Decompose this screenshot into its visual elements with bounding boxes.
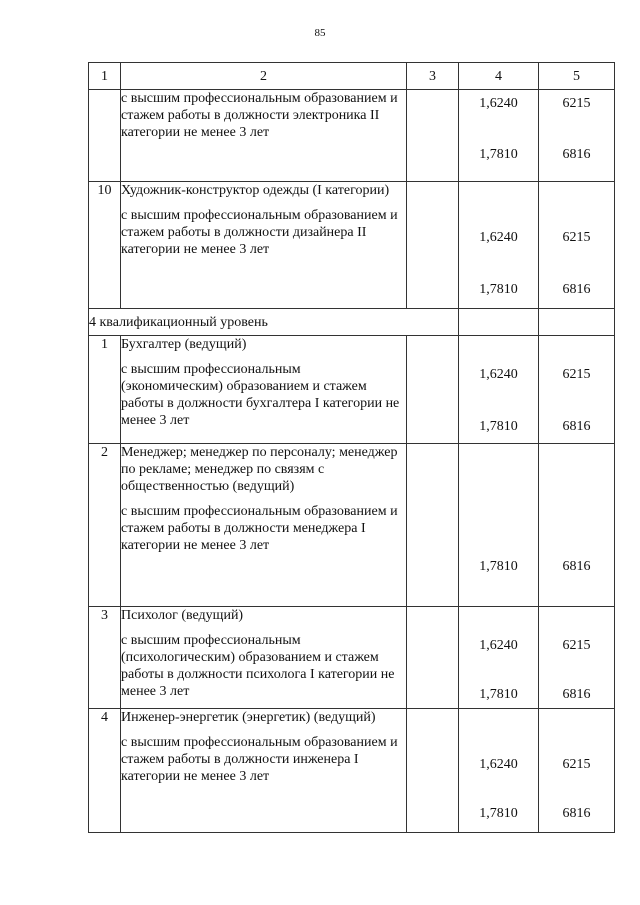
coefficient-top: 1,6240	[479, 757, 518, 772]
row-title: Менеджер; менеджер по персоналу; менеджер по рекламе; менеджер по связям с общественностью (ведущий)	[121, 445, 398, 494]
row-condition: с высшим профессиональным (психологическим) образованием и стажем работы в должности психолога I категории не менее 3 лет	[121, 633, 395, 699]
coefficient-cell	[459, 607, 539, 709]
salary-top: 6215	[562, 96, 591, 111]
coefficient-top: 1,6240	[479, 230, 518, 245]
salary-top: 6215	[562, 367, 591, 382]
salary-cell	[539, 90, 615, 182]
salary-cell	[539, 709, 615, 833]
row-description	[121, 182, 407, 309]
coefficient-bottom: 1,7810	[479, 419, 518, 434]
empty-cell	[407, 90, 459, 182]
header-cell: 4	[459, 63, 539, 90]
page-number: 85	[314, 27, 326, 39]
salary-top: 6215	[562, 638, 591, 653]
salary-cell	[539, 336, 615, 444]
row-number	[89, 90, 121, 182]
empty-cell	[539, 309, 615, 336]
table-row	[89, 444, 615, 607]
qualification-level-label: 4 квалификационный уровень	[89, 309, 459, 336]
coefficient-top: 1,6240	[479, 367, 518, 382]
row-condition: с высшим профессиональным образованием и стажем работы в должности инженера I категории не менее 3 лет	[121, 735, 398, 784]
coefficient-bottom: 1,7810	[479, 282, 518, 297]
row-description	[121, 709, 407, 833]
coefficient-top: 1,6240	[479, 96, 518, 111]
row-title: Психолог (ведущий)	[121, 608, 244, 623]
row-description	[121, 444, 407, 607]
salary-bottom: 6816	[562, 559, 591, 574]
salary-bottom: 6816	[562, 806, 591, 821]
row-description	[121, 336, 407, 444]
table-row	[89, 336, 615, 444]
row-title: Инженер-энергетик (энергетик) (ведущий)	[121, 710, 376, 725]
salary-bottom: 6816	[562, 419, 591, 434]
row-condition: с высшим профессиональным образованием и стажем работы в должности дизайнера II категории не менее 3 лет	[121, 208, 398, 257]
table-row	[89, 607, 615, 709]
row-number: 10	[89, 182, 121, 309]
table-row	[89, 709, 615, 833]
salary-bottom: 6816	[562, 282, 591, 297]
empty-cell	[407, 607, 459, 709]
coefficient-bottom: 1,7810	[479, 806, 518, 821]
salary-bottom: 6816	[562, 687, 591, 702]
salary-cell	[539, 607, 615, 709]
coefficient-bottom: 1,7810	[479, 559, 518, 574]
empty-cell	[407, 444, 459, 607]
row-condition: с высшим профессиональным образованием и стажем работы в должности менеджера I категории не менее 3 лет	[121, 504, 398, 553]
header-cell: 3	[407, 63, 459, 90]
table-header-row	[89, 63, 615, 90]
salary-cell	[539, 444, 615, 607]
coefficient-cell	[459, 444, 539, 607]
row-number: 3	[89, 607, 121, 709]
salary-top: 6215	[562, 757, 591, 772]
header-cell: 5	[539, 63, 615, 90]
header-cell: 2	[121, 63, 407, 90]
row-description	[121, 607, 407, 709]
row-title: Бухгалтер (ведущий)	[121, 337, 247, 352]
empty-cell	[407, 336, 459, 444]
row-condition: с высшим профессиональным образованием и стажем работы в должности электроника II категории не менее 3 лет	[121, 91, 398, 140]
coefficient-cell	[459, 336, 539, 444]
coefficient-bottom: 1,7810	[479, 687, 518, 702]
coefficient-cell	[459, 709, 539, 833]
row-number: 2	[89, 444, 121, 607]
salary-top: 6215	[562, 230, 591, 245]
salary-table	[88, 62, 615, 833]
row-title: Художник-конструктор одежды (I категории)	[121, 183, 390, 198]
qualification-level-row	[89, 309, 615, 336]
row-description	[121, 90, 407, 182]
salary-bottom: 6816	[562, 147, 591, 162]
table-row	[89, 90, 615, 182]
row-condition: с высшим профессиональным (экономическим) образованием и стажем работы в должности бухгалтера I категории не менее 3 лет	[121, 362, 400, 428]
row-number: 4	[89, 709, 121, 833]
empty-cell	[459, 309, 539, 336]
table-row	[89, 182, 615, 309]
coefficient-cell	[459, 182, 539, 309]
coefficient-top: 1,6240	[479, 638, 518, 653]
empty-cell	[407, 709, 459, 833]
row-number: 1	[89, 336, 121, 444]
empty-cell	[407, 182, 459, 309]
coefficient-bottom: 1,7810	[479, 147, 518, 162]
coefficient-cell	[459, 90, 539, 182]
header-cell: 1	[89, 63, 121, 90]
salary-cell	[539, 182, 615, 309]
